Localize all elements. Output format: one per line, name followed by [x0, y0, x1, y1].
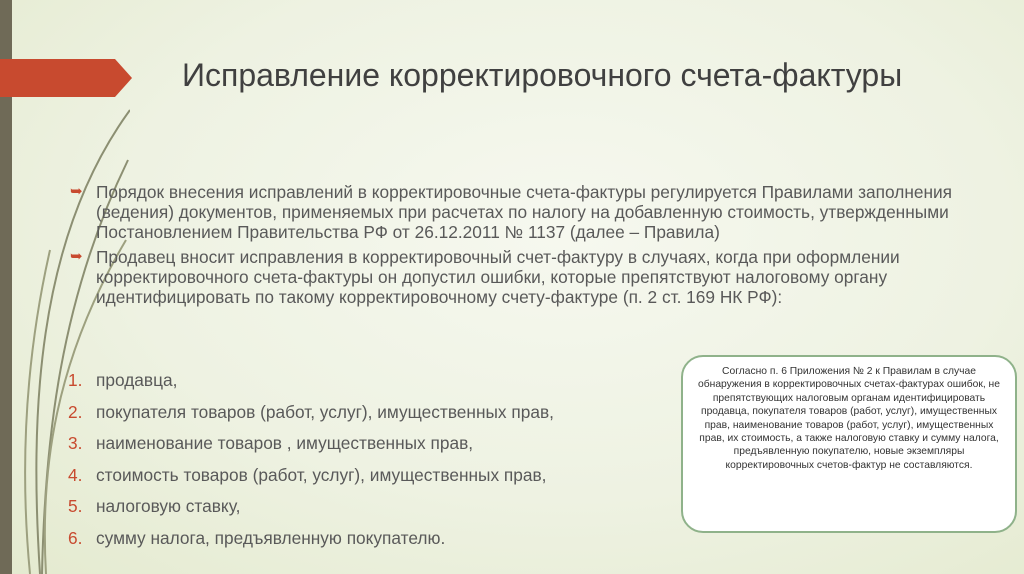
list-item: 1. продавца, — [68, 370, 178, 390]
list-item: 3. наименование товаров , имущественных прав, — [68, 433, 474, 453]
bullet-text: Порядок внесения исправлений в корректировочные счета-фактуры регулируется Правилами заполнения (ведения) документов, применяемых при расчетах по налогу на добавленную стоимость, утвержденными Постановлением Правительства РФ от 26.12.2011 № 1137 (далее – Правила) — [96, 182, 953, 242]
arrow-icon: ➥ — [70, 248, 83, 265]
bullet-item — [70, 247, 970, 307]
callout-box: Согласно п. 6 Приложения № 2 к Правилам в случае обнаружения в корректировочных счетах-фактурах ошибок, не препятствующих налоговым органам идентифицировать продавца, покупателя товаров (работ, услуг), имущественных прав, наименование товаров (работ, услуг), имущественных прав, их стоимость, а также налоговую ставку и сумму налога, предъявленную покупателю, новые экземпляры корректировочных счетов-фактур не составляются. — [681, 355, 1017, 533]
title-accent-tab — [0, 59, 132, 97]
list-item: 6. сумму налога, предъявленную покупателю. — [68, 527, 446, 548]
bullet-list — [70, 182, 970, 312]
list-item: 2. покупателя товаров (работ, услуг), имущественных прав, — [68, 401, 554, 422]
list-item: 5. налоговую ставку, — [68, 496, 241, 516]
bullet-text: Продавец вносит исправления в корректировочный счет-фактуру в случаях, когда при оформлении корректировочного счета-фактуры он допустил ошибки, которые препятствуют налоговому органу идентифицировать по такому корректировочному счету-фактуре (п. 2 ст. 169 НК РФ): — [96, 247, 900, 307]
numbered-list — [68, 370, 554, 559]
arrow-icon: ➥ — [70, 183, 83, 200]
list-item: 4. стоимость товаров (работ, услуг), имущественных прав, — [68, 464, 547, 485]
slide-title: Исправление корректировочного счета-фактуры — [182, 57, 903, 93]
bullet-item — [70, 182, 970, 242]
